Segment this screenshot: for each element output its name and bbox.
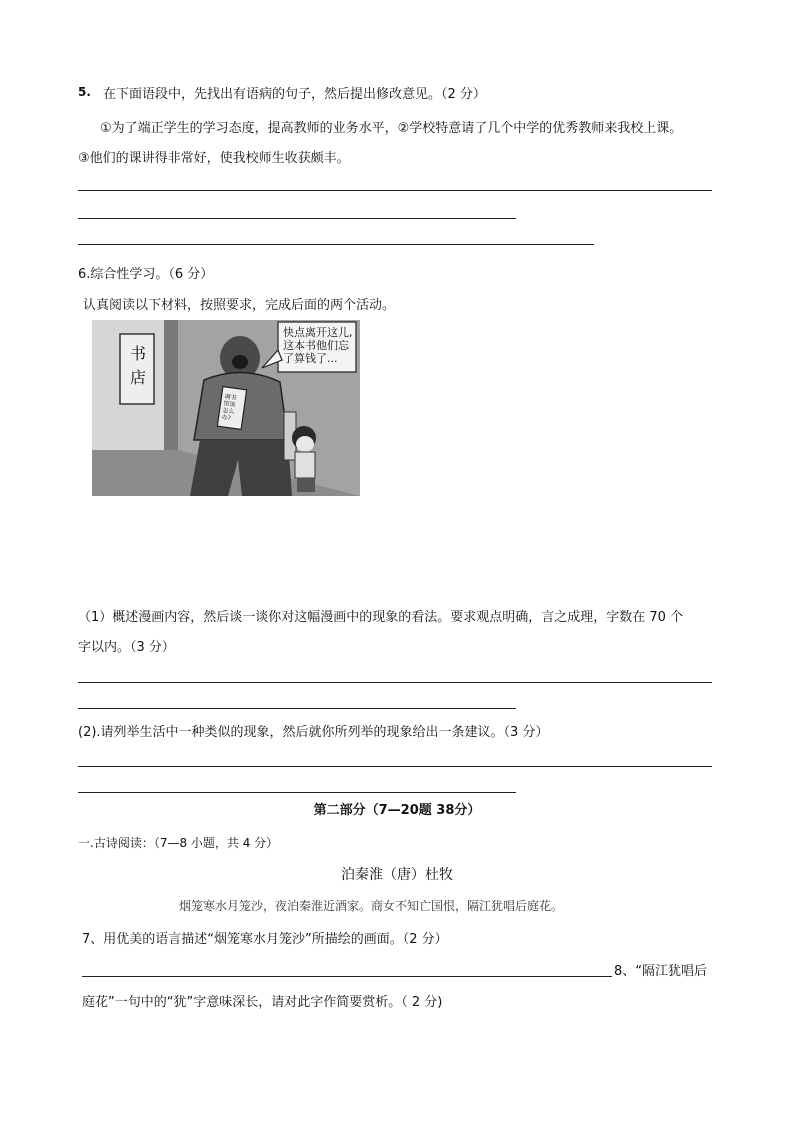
q5-answer-line-1[interactable] xyxy=(78,190,712,191)
speech-bubble-line-3: 了算钱了... xyxy=(283,352,338,365)
book-cover-text: 调书馆该怎么办? xyxy=(221,393,237,423)
q5-paragraph-line2: ③他们的课讲得非常好，使我校师生收获颇丰。 xyxy=(78,151,350,166)
poem-text: 烟笼寒水月笼沙，夜泊秦淮近酒家。商女不知亡国恨，隔江犹唱后庭花。 xyxy=(178,899,563,913)
q5-answer-line-3[interactable] xyxy=(78,244,594,245)
q6-intro: 认真阅读以下材料，按照要求，完成后面的两个活动。 xyxy=(83,298,396,313)
cartoon-image xyxy=(92,320,360,496)
poem-title: 泊秦淮（唐）杜牧 xyxy=(341,867,453,883)
q8-prompt-start: 8、“隔江犹唱后 xyxy=(614,964,708,979)
q6-title: 6.综合性学习。（6 分） xyxy=(78,267,214,282)
q5-answer-line-2[interactable] xyxy=(78,218,516,219)
speech-bubble-line-2: 这本书他们忘 xyxy=(283,339,349,352)
q7-prompt: 7、用优美的语言描述“烟笼寒水月笼沙”所描绘的画面。（2 分） xyxy=(82,932,448,947)
store-sign-char-1: 书 xyxy=(129,344,146,363)
speech-bubble xyxy=(283,326,353,365)
q6-sub1-answer-line-2[interactable] xyxy=(78,708,516,709)
q6-sub2: (2).请列举生活中一种类似的现象，然后就你所列举的现象给出一条建议。（3 分） xyxy=(78,725,549,740)
q6-sub1-answer-line-1[interactable] xyxy=(78,682,712,683)
q6-sub1-line1: （1）概述漫画内容，然后谈一谈你对这幅漫画中的现象的看法。要求观点明确，言之成理，字数在 70 个 xyxy=(78,610,684,625)
q7-answer-line[interactable] xyxy=(82,976,612,977)
q8-prompt-end: 庭花”一句中的“犹”字意味深长，请对此字作简要赏析。（ 2 分) xyxy=(82,995,443,1010)
part2-heading: 第二部分（7—20题 38分） xyxy=(313,803,481,818)
q6-sub2-answer-line-2[interactable] xyxy=(78,792,516,793)
store-sign xyxy=(128,342,148,390)
q6-sub1-line2: 字以内。（3 分） xyxy=(78,640,175,655)
store-sign-char-2: 店 xyxy=(129,368,146,387)
q6-sub2-answer-line-1[interactable] xyxy=(78,766,712,767)
part2-section1: 一.古诗阅读：（7—8 小题，共 4 分） xyxy=(78,836,279,850)
q5-paragraph-line1: ①为了端正学生的学习态度，提高教师的业务水平，②学校特意请了几个中学的优秀教师来我校上课。 xyxy=(100,121,683,136)
q5-number: 5. xyxy=(78,85,91,99)
q5-prompt: 在下面语段中，先找出有语病的句子，然后提出修改意见。（2 分） xyxy=(103,87,486,102)
speech-bubble-line-1: 快点离开这儿, xyxy=(283,326,353,339)
